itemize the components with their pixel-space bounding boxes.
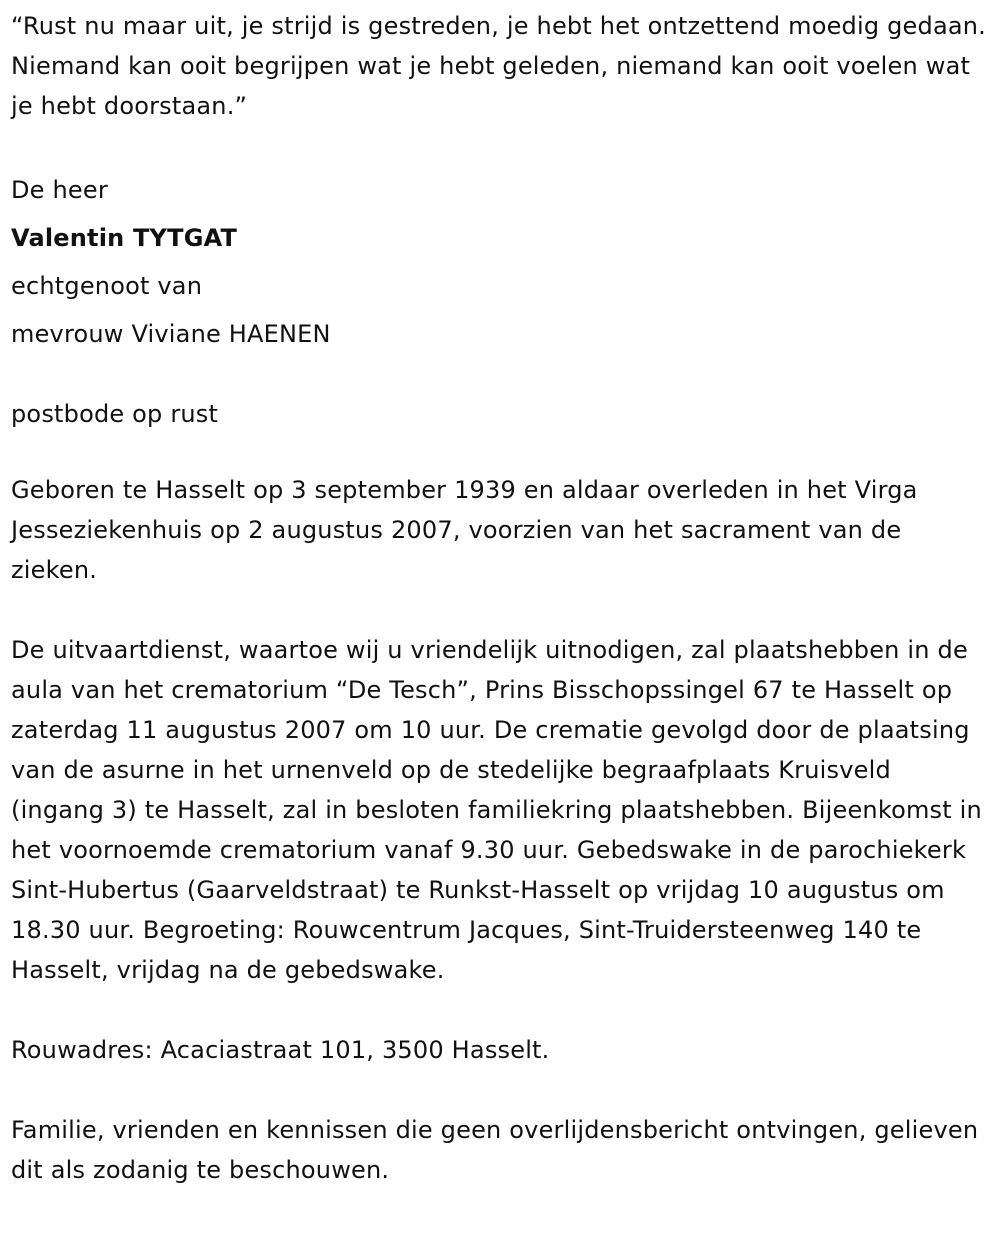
spacer — [11, 358, 991, 390]
obituary-document — [11, 6, 991, 1190]
closing-paragraph: Familie, vrienden en kennissen die geen overlijdensbericht ontvingen, gelieven dit als zodanig te beschouwen. — [11, 1116, 979, 1184]
spacer — [11, 990, 991, 1030]
spouse-name: mevrouw Viviane HAENEN — [11, 320, 331, 348]
mourning-address: Rouwadres: Acaciastraat 101, 3500 Hasselt. — [11, 1036, 550, 1064]
occupation: postbode op rust — [11, 400, 219, 428]
opening-quote: “Rust nu maar uit, je strijd is gestreden, je hebt het ontzettend moedig gedaan. Niemand kan ooit begrijpen wat je hebt geleden, niemand kan ooit voelen wat je hebt doorstaan.” — [11, 12, 987, 120]
birth-death-paragraph: Geboren te Hasselt op 3 september 1939 en aldaar overleden in het Virga Jesseziekenhuis op 2 augustus 2007, voorzien van het sacrament van de zieken. — [11, 476, 918, 584]
salutation: De heer — [11, 176, 108, 204]
relation-text: echtgenoot van — [11, 272, 203, 300]
spacer — [11, 590, 991, 630]
spacer — [11, 438, 991, 470]
ceremony-paragraph: De uitvaartdienst, waartoe wij u vriendelijk uitnodigen, zal plaatshebben in de aula van het crematorium “De Tesch”, Prins Bisschopssingel 67 te Hasselt op zaterdag 11 augustus 2007 om 10 uur. De crematie gevolgd door de plaatsing van de asurne in het urnenveld op de stedelijke begraafplaats Kruisveld (ingang 3) te Hasselt, zal in besloten familiekring plaatshebben. Bijeenkomst in het voornoemde crematorium vanaf 9.30 uur. Gebedswake in de parochiekerk Sint-Hubertus (Gaarveldstraat) te Runkst-Hasselt op vrijdag 10 augustus om 18.30 uur. Begroeting: Rouwcentrum Jacques, Sint-Truidersteenweg 140 te Hasselt, vrijdag na de gebedswake. — [11, 636, 982, 984]
spacer — [11, 1070, 991, 1110]
spacer — [11, 126, 991, 166]
deceased-name: Valentin TYTGAT — [11, 224, 238, 252]
